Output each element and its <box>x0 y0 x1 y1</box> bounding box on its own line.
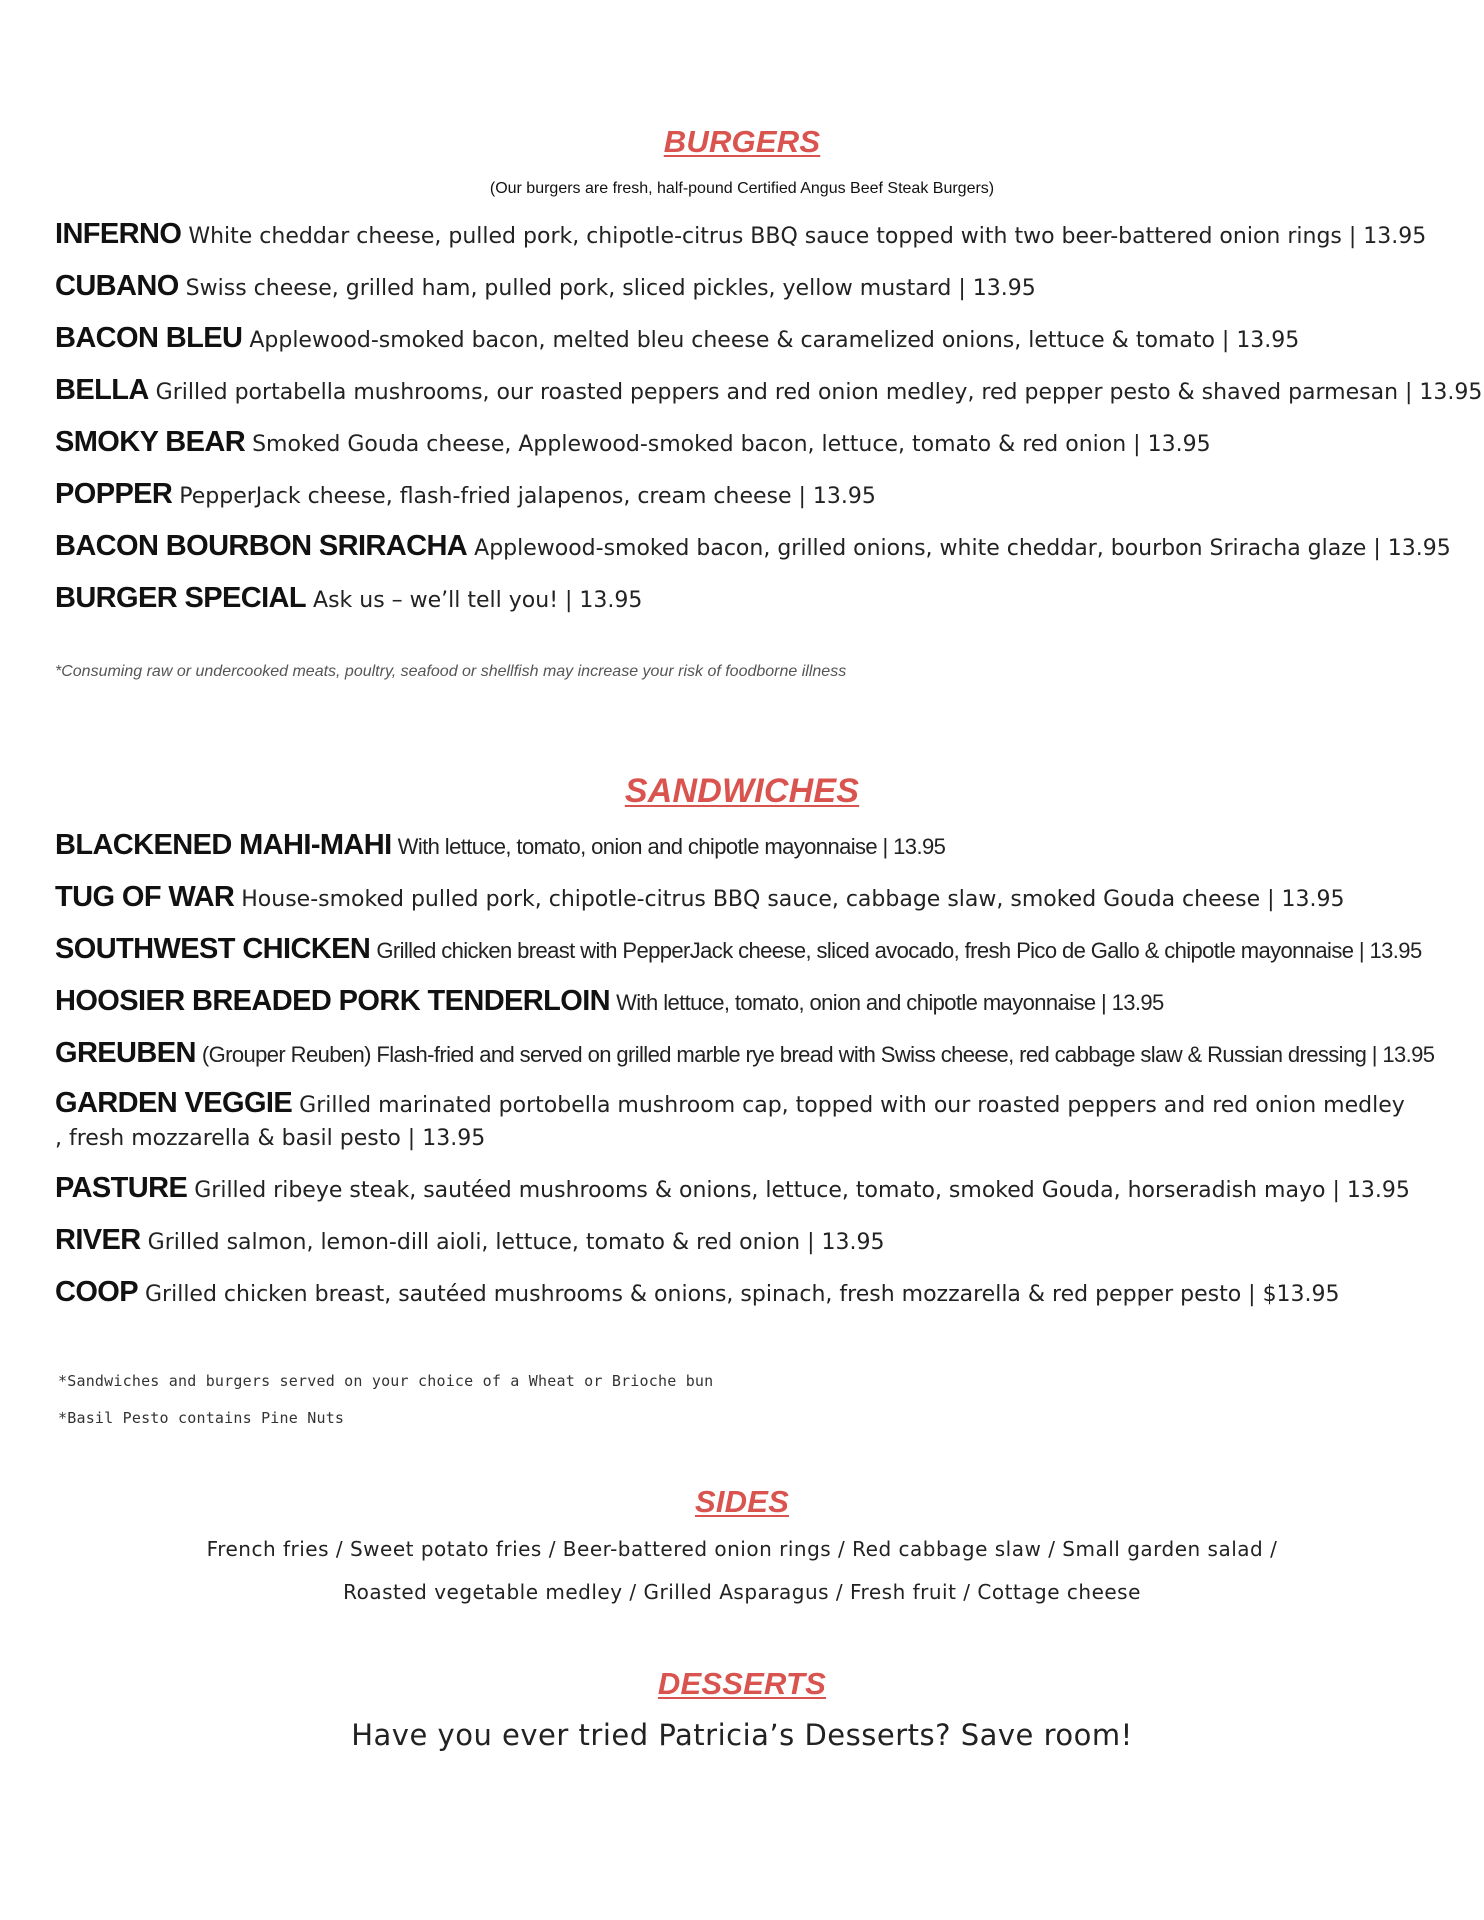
item-name: COOP <box>55 1276 138 1308</box>
item-desc: Swiss cheese, grilled ham, pulled pork, sliced pickles, yellow mustard | 13.95 <box>185 276 1036 301</box>
pesto-footnote: *Basil Pesto contains Pine Nuts <box>58 1409 345 1427</box>
menu-item-coop <box>55 1276 1455 1309</box>
desserts-text: Have you ever tried Patricia’s Desserts? Save room! <box>351 1718 1133 1752</box>
item-desc: Grilled salmon, lemon-dill aioli, lettuce, tomato & red onion | 13.95 <box>147 1230 885 1255</box>
menu-item-burger-special <box>55 582 1455 615</box>
menu-item-popper <box>55 478 1455 511</box>
item-name: RIVER <box>55 1224 141 1256</box>
menu-item-garden-veggie <box>55 1087 1415 1155</box>
item-name: BLACKENED MAHI-MAHI <box>55 829 392 861</box>
item-name: POPPER <box>55 478 173 510</box>
sandwiches-heading: SANDWICHES <box>624 772 860 810</box>
item-desc: (Grouper Reuben) Flash-fried and served on grilled marble rye bread with Swiss cheese, red cabbage slaw & Russian dressing | 13.95 <box>201 1042 1435 1067</box>
item-desc: With lettuce, tomato, onion and chipotle mayonnaise | 13.95 <box>397 834 946 859</box>
item-desc: Grilled portabella mushrooms, our roasted peppers and red onion medley, red pepper pesto & shaved parmesan | 13.95 <box>155 380 1483 405</box>
menu-item-southwest-chicken <box>55 933 1455 966</box>
menu-item-pasture <box>55 1172 1455 1205</box>
menu-item-bacon-bleu <box>55 322 1455 355</box>
item-name: BACON BLEU <box>55 322 243 354</box>
item-name: INFERNO <box>55 218 182 250</box>
desserts-heading: DESSERTS <box>657 1666 827 1701</box>
menu-item-hoosier-pork-tenderloin <box>55 985 1455 1018</box>
item-desc: Grilled ribeye steak, sautéed mushrooms & onions, lettuce, tomato, smoked Gouda, horseradish mayo | 13.95 <box>194 1178 1410 1203</box>
menu-item-inferno <box>55 218 1455 251</box>
item-desc: Grilled chicken breast with PepperJack cheese, sliced avocado, fresh Pico de Gallo & chipotle mayonnaise | 13.95 <box>376 938 1422 963</box>
item-desc: White cheddar cheese, pulled pork, chipotle-citrus BBQ sauce topped with two beer-battered onion rings | 13.95 <box>188 224 1427 249</box>
item-desc: Applewood-smoked bacon, grilled onions, white cheddar, bourbon Sriracha glaze | 13.95 <box>474 536 1451 561</box>
sides-heading: SIDES <box>694 1484 790 1519</box>
item-name: SOUTHWEST CHICKEN <box>55 933 371 965</box>
item-desc: House-smoked pulled pork, chipotle-citrus BBQ sauce, cabbage slaw, smoked Gouda cheese | 13.95 <box>241 887 1345 912</box>
menu-item-tug-of-war <box>55 881 1455 914</box>
menu-item-bella <box>55 374 1483 407</box>
item-name: SMOKY BEAR <box>55 426 246 458</box>
item-name: GARDEN VEGGIE <box>55 1087 293 1119</box>
item-name: GREUBEN <box>55 1037 196 1069</box>
item-desc: Smoked Gouda cheese, Applewood-smoked bacon, lettuce, tomato & red onion | 13.95 <box>252 432 1211 457</box>
burgers-heading: BURGERS <box>663 124 821 159</box>
sides-line-1: French fries / Sweet potato fries / Beer-battered onion rings / Red cabbage slaw / Small garden salad / <box>206 1537 1278 1561</box>
item-desc: Applewood-smoked bacon, melted bleu cheese & caramelized onions, lettuce & tomato | 13.95 <box>249 328 1300 353</box>
bun-footnote: *Sandwiches and burgers served on your choice of a Wheat or Brioche bun <box>58 1372 714 1390</box>
item-name: HOOSIER BREADED PORK TENDERLOIN <box>55 985 610 1017</box>
item-name: BELLA <box>55 374 149 406</box>
menu-item-bacon-bourbon-sriracha <box>55 530 1455 563</box>
menu-item-river <box>55 1224 1455 1257</box>
item-desc: With lettuce, tomato, onion and chipotle mayonnaise | 13.95 <box>616 990 1164 1015</box>
menu-item-greuben <box>55 1037 1455 1070</box>
menu-item-smoky-bear <box>55 426 1455 459</box>
menu-item-blackened-mahi-mahi <box>55 829 1455 862</box>
item-name: CUBANO <box>55 270 179 302</box>
item-desc: Grilled marinated portobella mushroom cap, topped with our roasted peppers and red onion medley , fresh mozzarella & basil pesto | 13.95 <box>55 1093 1405 1151</box>
item-name: TUG OF WAR <box>55 881 235 913</box>
item-desc: PepperJack cheese, flash-fried jalapenos, cream cheese | 13.95 <box>179 484 876 509</box>
sides-line-2: Roasted vegetable medley / Grilled Asparagus / Fresh fruit / Cottage cheese <box>343 1580 1141 1604</box>
item-desc: Ask us – we’ll tell you! | 13.95 <box>313 588 643 613</box>
burgers-note: (Our burgers are fresh, half-pound Certified Angus Beef Steak Burgers) <box>489 180 995 197</box>
food-safety-warning: *Consuming raw or undercooked meats, poultry, seafood or shellfish may increase your risk of foodborne illness <box>55 663 847 680</box>
item-name: BURGER SPECIAL <box>55 582 307 614</box>
item-desc: Grilled chicken breast, sautéed mushrooms & onions, spinach, fresh mozzarella & red pepper pesto | $13.95 <box>145 1282 1340 1307</box>
item-name: BACON BOURBON SRIRACHA <box>55 530 468 562</box>
menu-item-cubano <box>55 270 1455 303</box>
item-name: PASTURE <box>55 1172 188 1204</box>
